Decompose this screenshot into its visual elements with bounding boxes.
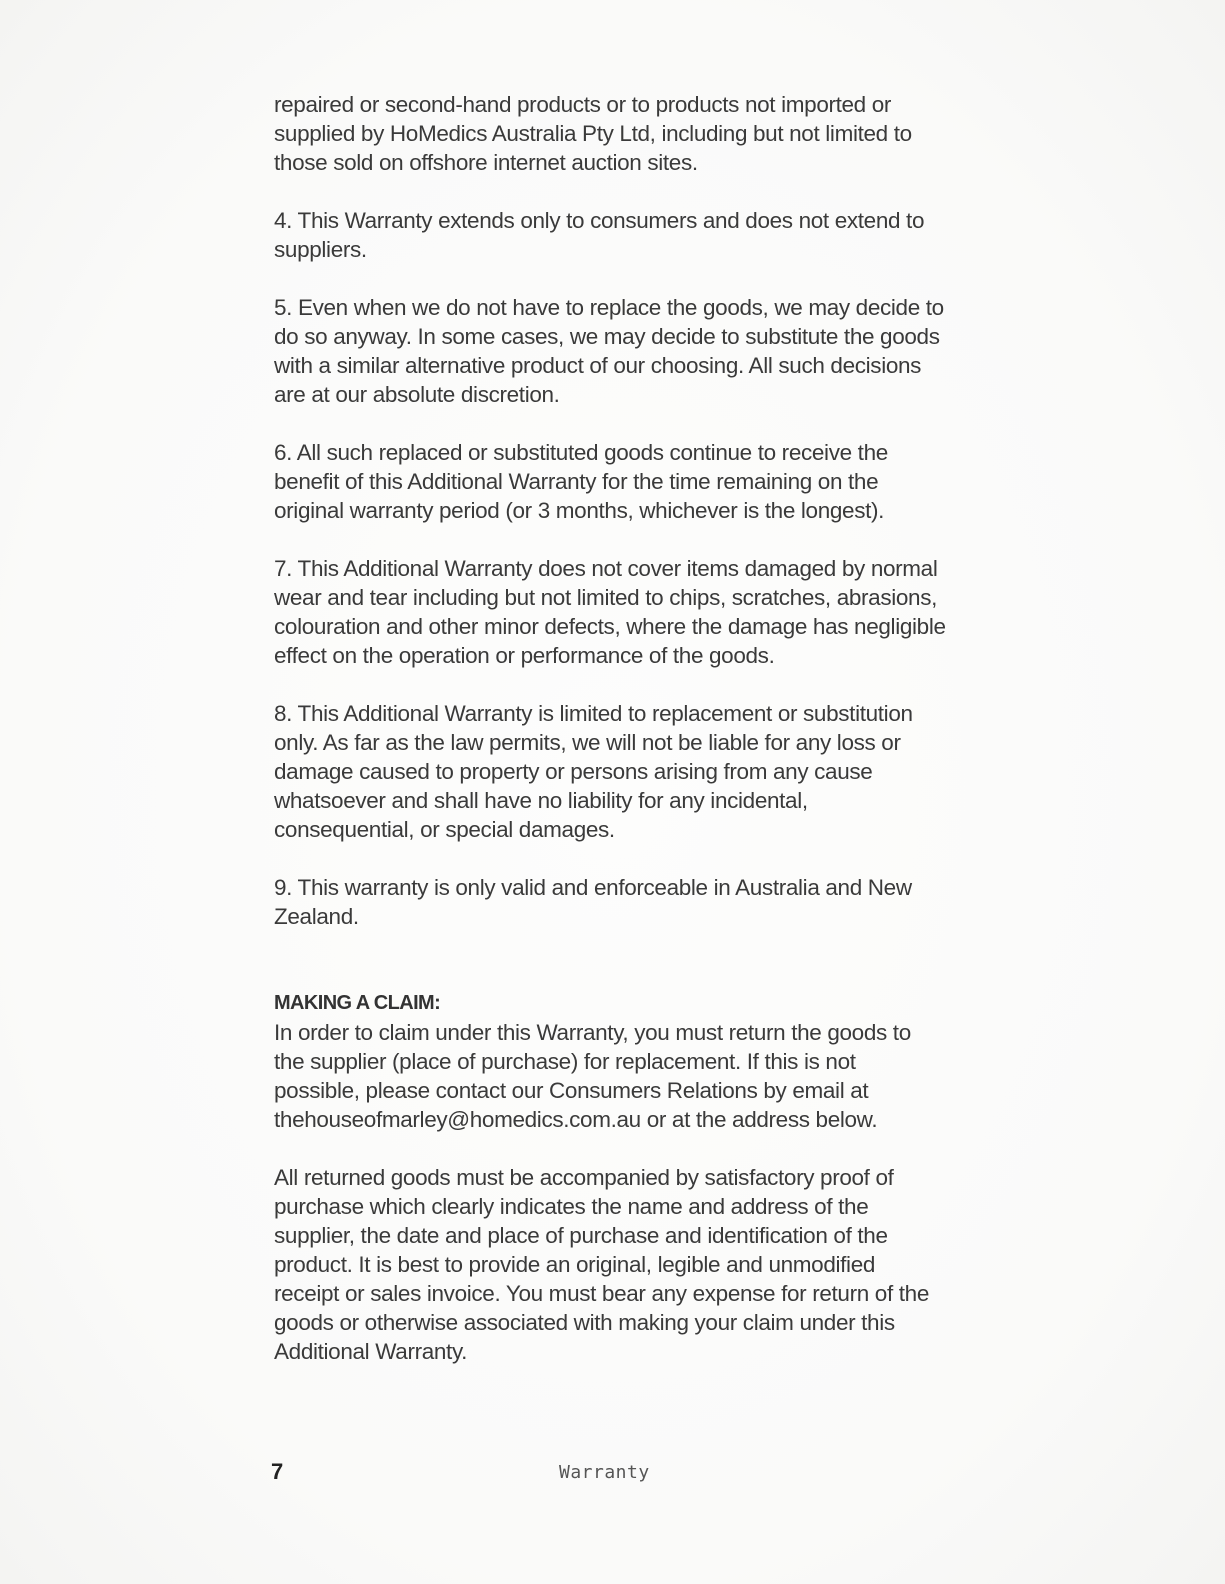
- paragraph-item-8: 8. This Additional Warranty is limited to replacement or substitution only. As far as the law permits, we will not be liable for any loss or damage caused to property or persons arising from any cause whatsoever and shall have no liability for any incidental, consequential, or special damages.: [274, 701, 913, 842]
- paragraph-item-7: 7. This Additional Warranty does not cover items damaged by normal wear and tear including but not limited to chips, scratches, abrasions, colouration and other minor defects, where the damage has negligible effect on the operation or performance of the goods.: [274, 556, 946, 668]
- paragraph-item-9: 9. This warranty is only valid and enforceable in Australia and New Zealand.: [274, 875, 912, 929]
- paragraph-item-5: 5. Even when we do not have to replace the goods, we may decide to do so anyway. In some cases, we may decide to substitute the goods with a similar alternative product of our choosing. All such decisions are at our absolute discretion.: [274, 295, 944, 407]
- paragraph-item-4: 4. This Warranty extends only to consumers and does not extend to suppliers.: [274, 208, 925, 262]
- footer-section-label: Warranty: [559, 1462, 650, 1483]
- paragraph-continued: repaired or second-hand products or to products not imported or supplied by HoMedics Australia Pty Ltd, including but not limited to those sold on offshore internet auction sites.: [274, 92, 912, 175]
- making-a-claim-heading: MAKING A CLAIM:: [274, 992, 441, 1014]
- warranty-text-body: [274, 90, 946, 1395]
- paragraph-item-6: 6. All such replaced or substituted goods continue to receive the benefit of this Additional Warranty for the time remaining on the original warranty period (or 3 months, whichever is the longest).: [274, 440, 888, 523]
- claim-paragraph-proof: All returned goods must be accompanied by satisfactory proof of purchase which clearly indicates the name and address of the supplier, the date and place of purchase and identification of the product. It is best to provide an original, legible and unmodified receipt or sales invoice. You must bear any expense for return of the goods or otherwise associated with making your claim under this Additional Warranty.: [274, 1165, 929, 1364]
- page-number: 7: [271, 1459, 284, 1484]
- claim-paragraph-return: In order to claim under this Warranty, you must return the goods to the supplier (place of purchase) for replacement. If this is not possible, please contact our Consumers Relations by email at thehouseofmarley@homedics.com.au or at the address below.: [274, 1020, 911, 1132]
